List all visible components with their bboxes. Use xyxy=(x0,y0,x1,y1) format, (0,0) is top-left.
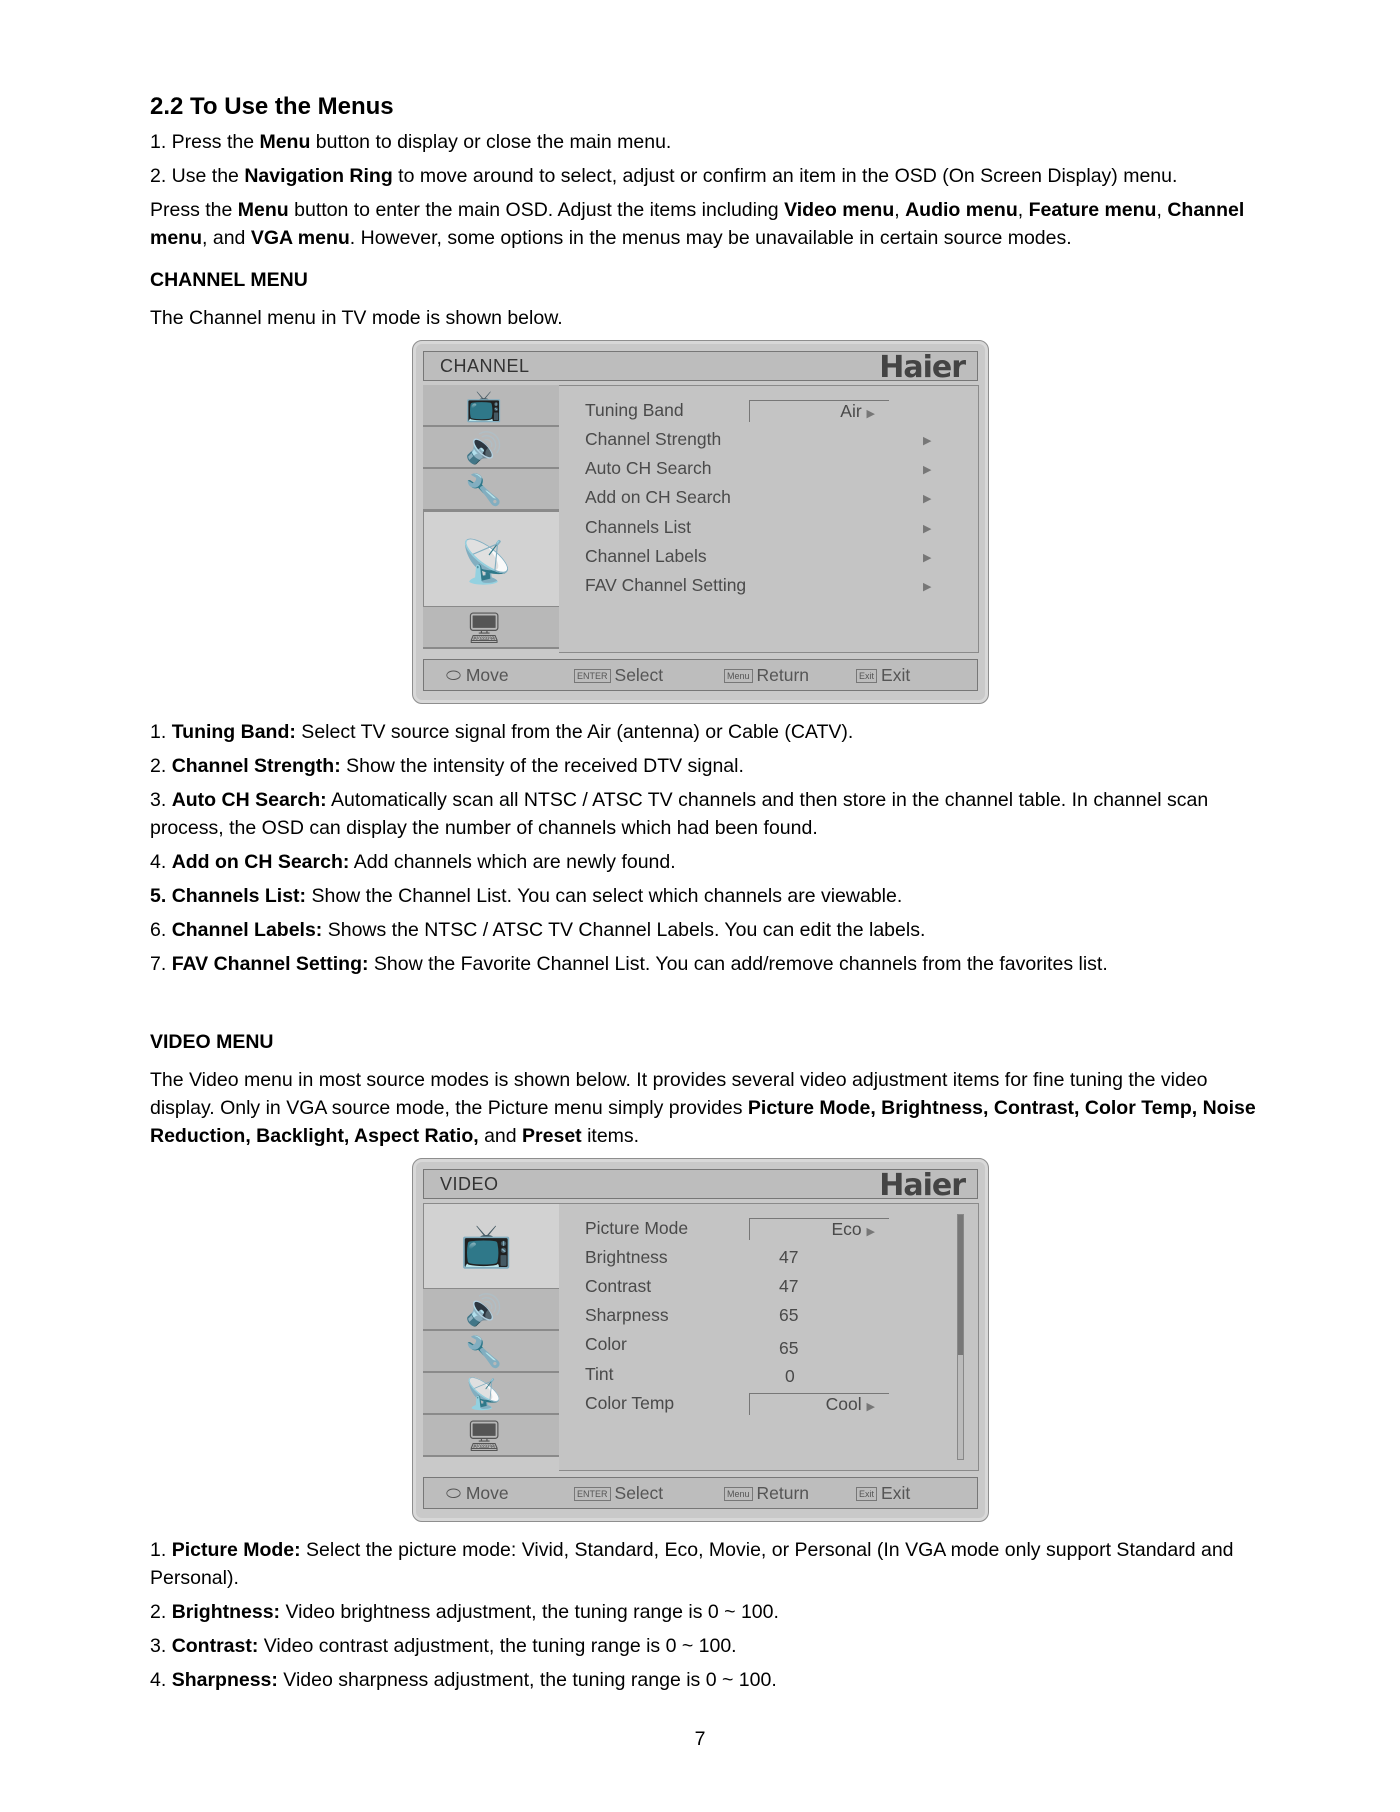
enter-key-icon: ENTER xyxy=(574,669,611,683)
video-desc-4: 4. Sharpness: Video sharpness adjustment, the tuning range is 0 ~ 100. xyxy=(150,1669,777,1691)
channel-osd-screenshot xyxy=(412,340,989,704)
chevron-right-icon: ▶ xyxy=(923,435,932,447)
tools-icon: 🔧 xyxy=(465,474,503,507)
document-body xyxy=(150,92,1260,1700)
exit-key-icon: Exit xyxy=(856,669,877,683)
feature-tab xyxy=(423,469,561,511)
osd-titlebar xyxy=(423,350,978,385)
channel-desc-1: 1. Tuning Band: Select TV source signal from the Air (antenna) or Cable (CATV). xyxy=(150,721,854,743)
osd-item-color-temp: Color Temp xyxy=(585,1393,675,1413)
sharpness-value: 65 xyxy=(779,1305,799,1325)
osd-items-panel xyxy=(559,385,979,653)
tools-icon: 🔧 xyxy=(465,1336,503,1369)
channel-desc-4: 4. Add on CH Search: Add channels which are newly found. xyxy=(150,851,676,873)
channel-desc-5: 5. Channels List: Show the Channel List. You can select which channels are viewable. xyxy=(150,885,903,907)
osd-title: VIDEO xyxy=(440,1174,499,1194)
footer-exit: Exit Exit xyxy=(856,665,910,686)
audio-tab xyxy=(423,1289,561,1331)
osd-category-tabs xyxy=(423,1203,561,1471)
channel-desc-2: 2. Channel Strength: Show the intensity of the received DTV signal. xyxy=(150,755,744,777)
move-ring-icon: ⬭ xyxy=(446,665,461,685)
page-number: 7 xyxy=(694,1728,706,1750)
footer-move: ⬭ Move xyxy=(446,665,509,685)
audio-tab xyxy=(423,427,561,469)
section-heading: 2.2 To Use the Menus xyxy=(150,93,394,120)
contrast-value: 47 xyxy=(779,1276,799,1296)
chevron-right-icon: ▶ xyxy=(923,464,932,476)
brightness-value: 47 xyxy=(779,1247,799,1267)
feature-tab xyxy=(423,1331,561,1373)
osd-item-fav-channel-setting: FAV Channel Setting xyxy=(585,575,747,595)
osd-item-channels-list: Channels List xyxy=(585,517,692,537)
footer-move: ⬭ Move xyxy=(446,1483,509,1503)
osd-item-sharpness: Sharpness xyxy=(585,1305,669,1325)
osd-title: CHANNEL xyxy=(440,356,530,376)
color-temp-value-box xyxy=(749,1393,889,1415)
channel-desc-6: 6. Channel Labels: Shows the NTSC / ATSC TV Channel Labels. You can edit the labels. xyxy=(150,919,926,941)
video-desc-3: 3. Contrast: Video contrast adjustment, the tuning range is 0 ~ 100. xyxy=(150,1635,737,1657)
osd-items-panel xyxy=(559,1203,979,1471)
chevron-right-icon: ▶ xyxy=(923,552,932,564)
channel-menu-intro: The Channel menu in TV mode is shown below. xyxy=(150,307,563,329)
footer-select: ENTER Select xyxy=(574,1483,663,1504)
picture-mode-value-box xyxy=(749,1218,889,1240)
osd-item-add-on-ch-search: Add on CH Search xyxy=(585,487,731,507)
intro-paragraph: Press the Menu button to enter the main OSD. Adjust the items including Video menu, Audio menu, Feature menu, Channel menu, and VGA menu. However, some options in the menus may be unavailable in certain source modes. xyxy=(150,199,1245,249)
chevron-right-icon: ▶ xyxy=(923,523,932,535)
osd-item-channel-labels: Channel Labels xyxy=(585,546,707,566)
chevron-right-icon: ▶ xyxy=(923,581,932,593)
footer-select: ENTER Select xyxy=(574,665,663,686)
video-desc-1: 1. Picture Mode: Select the picture mode: Vivid, Standard, Eco, Movie, or Personal (In VGA mode only support Standard and Personal). xyxy=(150,1539,1234,1589)
picture-mode-value: Eco ▶ xyxy=(831,1219,875,1239)
menu-key-icon: Menu xyxy=(724,1487,753,1501)
footer-exit: Exit Exit xyxy=(856,1483,910,1504)
footer-return: Menu Return xyxy=(724,1483,809,1504)
tuning-band-value-box xyxy=(749,400,889,422)
video-menu-heading: VIDEO MENU xyxy=(150,1031,274,1053)
osd-titlebar xyxy=(423,1168,978,1203)
intro-line-2: 2. Use the Navigation Ring to move around to select, adjust or confirm an item in the OSD (On Screen Display) menu. xyxy=(150,165,1178,187)
tv-icon: 📺 xyxy=(465,390,503,423)
tv-tab xyxy=(423,385,561,427)
vga-tab xyxy=(423,607,561,649)
channel-tab xyxy=(423,1373,561,1415)
osd-item-tint: Tint xyxy=(585,1364,614,1384)
footer-return: Menu Return xyxy=(724,665,809,686)
tint-value: 0 xyxy=(785,1366,795,1386)
video-menu-intro: The Video menu in most source modes is shown below. It provides several video adjustment items for fine tuning the video display. Only in VGA source mode, the Picture menu simply provides Picture Mode, Brightness, Contrast, Color Temp, Noise Reduction, Backlight, Aspect Ratio, and Preset items. xyxy=(150,1069,1256,1147)
osd-item-brightness: Brightness xyxy=(585,1247,668,1267)
menu-key-icon: Menu xyxy=(724,669,753,683)
osd-item-contrast: Contrast xyxy=(585,1276,652,1296)
haier-logo: Haier xyxy=(879,1168,965,1203)
video-desc-2: 2. Brightness: Video brightness adjustment, the tuning range is 0 ~ 100. xyxy=(150,1601,779,1623)
video-osd-screenshot xyxy=(412,1158,989,1522)
enter-key-icon: ENTER xyxy=(574,1487,611,1501)
color-value: 65 xyxy=(779,1338,799,1358)
osd-item-picture-mode: Picture Mode xyxy=(585,1218,689,1238)
vga-tab xyxy=(423,1415,561,1457)
osd-scrollbar xyxy=(957,1214,964,1460)
tv-tab xyxy=(423,1203,561,1289)
chevron-right-icon: ▶ xyxy=(923,493,932,505)
color-temp-value: Cool ▶ xyxy=(825,1394,875,1414)
osd-category-tabs xyxy=(423,385,561,653)
osd-item-color: Color xyxy=(585,1334,627,1354)
intro-line-1: 1. Press the Menu button to display or close the main menu. xyxy=(150,131,672,153)
tuning-band-value: Air ▶ xyxy=(840,401,875,421)
satellite-dish-icon: 📡 xyxy=(460,538,513,585)
channel-desc-3: 3. Auto CH Search: Automatically scan all NTSC / ATSC TV channels and then store in the channel table. In channel scan process, the OSD can display the number of channels which had been found. xyxy=(150,789,1209,839)
osd-item-tuning-band: Tuning Band xyxy=(585,400,684,420)
osd-footer xyxy=(423,1477,978,1509)
speaker-icon: 🔊 xyxy=(465,432,503,465)
move-ring-icon: ⬭ xyxy=(446,1483,461,1503)
scrollbar-thumb xyxy=(958,1215,963,1355)
satellite-dish-icon: 📡 xyxy=(465,1378,503,1411)
osd-item-channel-strength: Channel Strength xyxy=(585,429,722,449)
exit-key-icon: Exit xyxy=(856,1487,877,1501)
speaker-icon: 🔊 xyxy=(465,1294,503,1327)
channel-menu-heading: CHANNEL MENU xyxy=(150,269,308,291)
osd-footer xyxy=(423,659,978,691)
tv-icon: 📺 xyxy=(460,1222,513,1269)
channel-desc-7: 7. FAV Channel Setting: Show the Favorite Channel List. You can add/remove channels from the favorites list. xyxy=(150,953,1108,975)
monitor-icon: 🖥 xyxy=(465,1420,504,1453)
channel-tab xyxy=(423,511,561,607)
monitor-icon: 🖥 xyxy=(465,612,504,645)
haier-logo: Haier xyxy=(879,350,965,385)
osd-item-auto-ch-search: Auto CH Search xyxy=(585,458,712,478)
